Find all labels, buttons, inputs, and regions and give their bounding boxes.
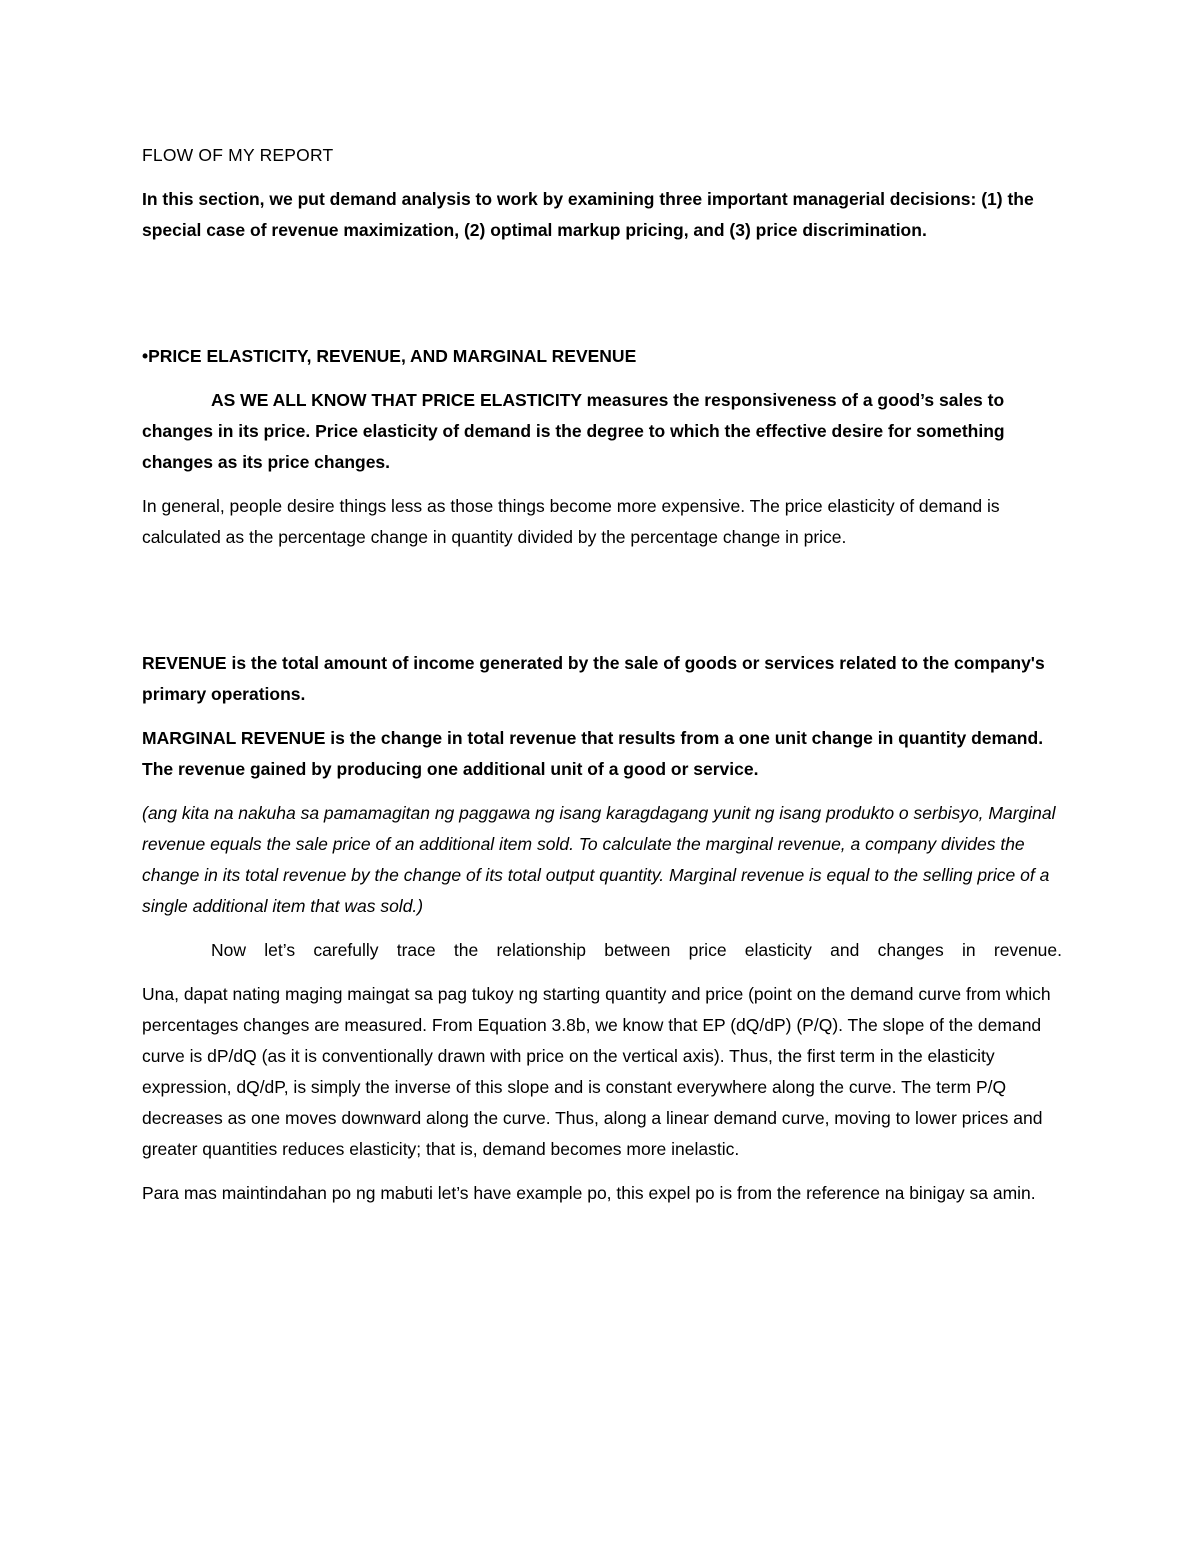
- elasticity-bold-paragraph: AS WE ALL KNOW THAT PRICE ELASTICITY measures the responsiveness of a good’s sales to changes in its price. Price elasticity of demand is the degree to which the effective desire for something changes as its price changes.: [142, 390, 1005, 472]
- section-heading: •PRICE ELASTICITY, REVENUE, AND MARGINAL REVENUE: [142, 346, 637, 366]
- revenue-definition: REVENUE is the total amount of income generated by the sale of goods or services related to the company's primary operations.: [142, 653, 1045, 704]
- marginal-revenue-note: (ang kita na nakuha sa pamamagitan ng paggawa ng isang karagdagang yunit ng isang produkto o serbisyo, Marginal revenue equals the sale price of an additional item sold. To calculate the marginal revenue, a company divides the change in its total revenue by the change of its total output quantity. Marginal revenue is equal to the selling price of a single additional item that was sold.): [142, 803, 1056, 916]
- closing-paragraph: Para mas maintindahan po ng mabuti let’s have example po, this expel po is from the reference na binigay sa amin.: [142, 1183, 1036, 1203]
- elasticity-general-paragraph: In general, people desire things less as those things become more expensive. The price elasticity of demand is calculated as the percentage change in quantity divided by the percentage change in price.: [142, 496, 1000, 547]
- marginal-revenue-definition: MARGINAL REVENUE is the change in total revenue that results from a one unit change in quantity demand. The revenue gained by producing one additional unit of a good or service.: [142, 728, 1044, 779]
- una-paragraph: Una, dapat nating maging maingat sa pag tukoy ng starting quantity and price (point on the demand curve from which percentages changes are measured. From Equation 3.8b, we know that EP (dQ/dP) (P/Q). The slope of the demand curve is dP/dQ (as it is conventionally drawn with price on the vertical axis). Thus, the first term in the elasticity expression, dQ/dP, is simply the inverse of this slope and is constant everywhere along the curve. The term P/Q decreases as one moves downward along the curve. Thus, along a linear demand curve, moving to lower prices and greater quantities reduces elasticity; that is, demand becomes more inelastic.: [142, 984, 1051, 1159]
- document-title: FLOW OF MY REPORT: [142, 145, 334, 165]
- intro-paragraph: In this section, we put demand analysis to work by examining three important managerial decisions: (1) the special case of revenue maximization, (2) optimal markup pricing, and (3) price discrimination.: [142, 189, 1034, 240]
- trace-relationship-line: Now let’s carefully trace the relationship between price elasticity and changes in revenue.: [211, 940, 1062, 960]
- document-page: [142, 140, 1062, 1222]
